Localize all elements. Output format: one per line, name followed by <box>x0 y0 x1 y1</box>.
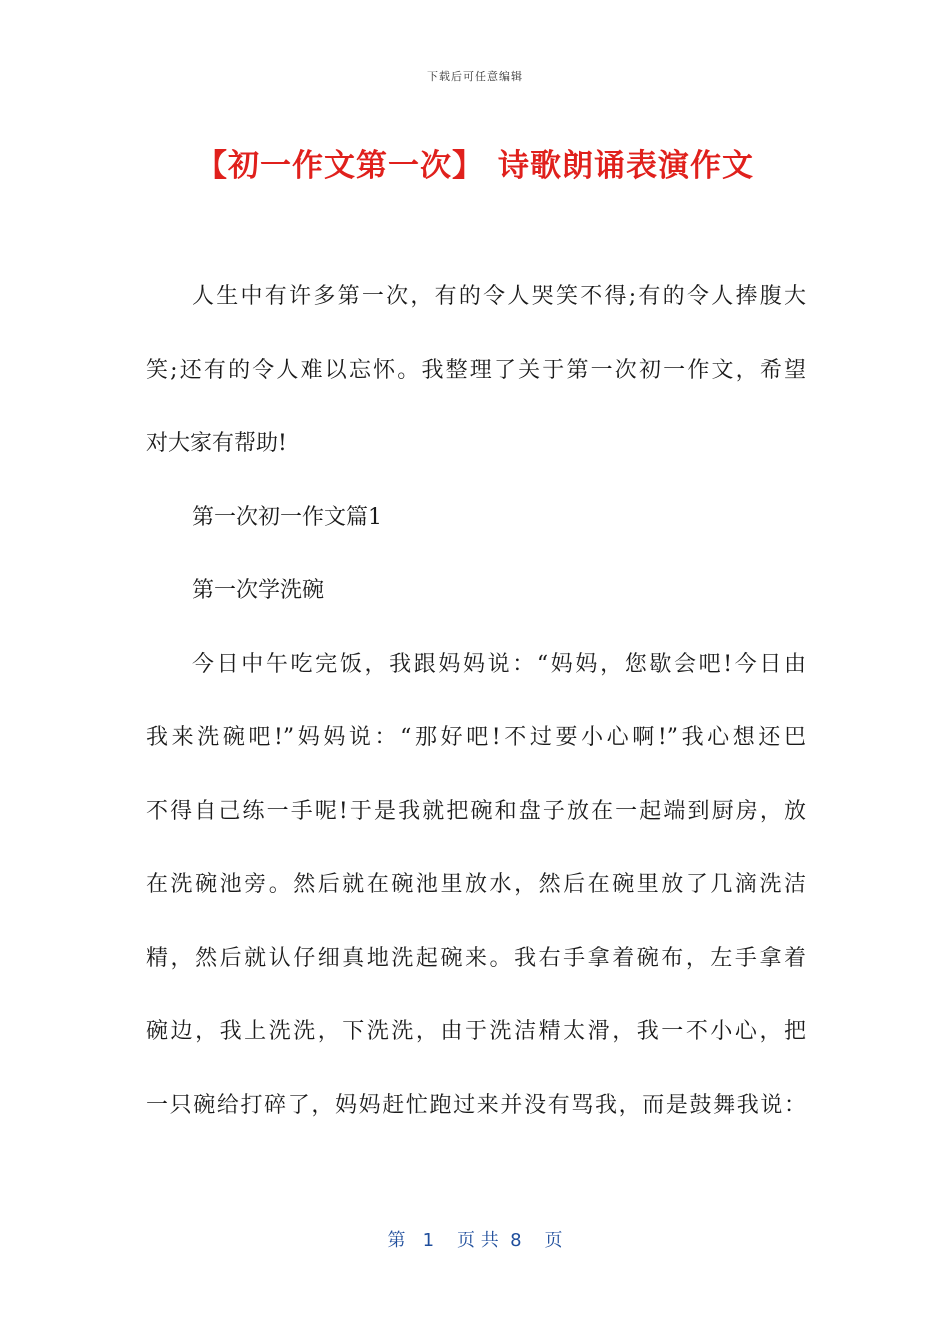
page-number-footer: 第 1 页 共 8 页 <box>387 1230 563 1251</box>
article-body <box>146 272 806 1154</box>
paragraph-line: 我来洗碗吧!”妈妈说：“那好吧!不过要小心啊!”我心想还巴 <box>146 725 806 750</box>
paragraph-line: 碗边，我上洗洗，下洗洗，由于洗洁精太滑，我一不小心，把 <box>146 1019 806 1044</box>
paragraph-line: 人生中有许多第一次，有的令人哭笑不得;有的令人捧腹大 <box>192 284 806 309</box>
document-title <box>0 140 950 185</box>
section-heading: 第一次初一作文篇1 <box>192 504 382 530</box>
header-note: 下载后可任意编辑 <box>427 70 523 83</box>
paragraph-line: 笑;还有的令人难以忘怀。我整理了关于第一次初一作文，希望 <box>146 357 806 383</box>
title-bracket-part: 【初一作文第一次】 <box>196 148 484 184</box>
section-subtitle: 第一次学洗碗 <box>192 578 325 603</box>
paragraph-line: 今日中午吃完饭，我跟妈妈说：“妈妈，您歇会吧!今日由 <box>192 651 806 677</box>
paragraph-line: 在洗碗池旁。然后就在碗池里放水，然后在碗里放了几滴洗洁 <box>146 872 806 897</box>
paragraph-line: 精，然后就认仔细真地洗起碗来。我右手拿着碗布，左手拿着 <box>146 945 806 971</box>
title-main-part: 诗歌朗诵表演作文 <box>498 148 754 184</box>
paragraph-line: 对大家有帮助! <box>146 431 287 456</box>
paragraph-line: 一只碗给打碎了，妈妈赶忙跑过来并没有骂我，而是鼓舞我说： <box>146 1092 806 1118</box>
paragraph-line: 不得自己练一手呢!于是我就把碗和盘子放在一起端到厨房，放 <box>146 798 806 824</box>
